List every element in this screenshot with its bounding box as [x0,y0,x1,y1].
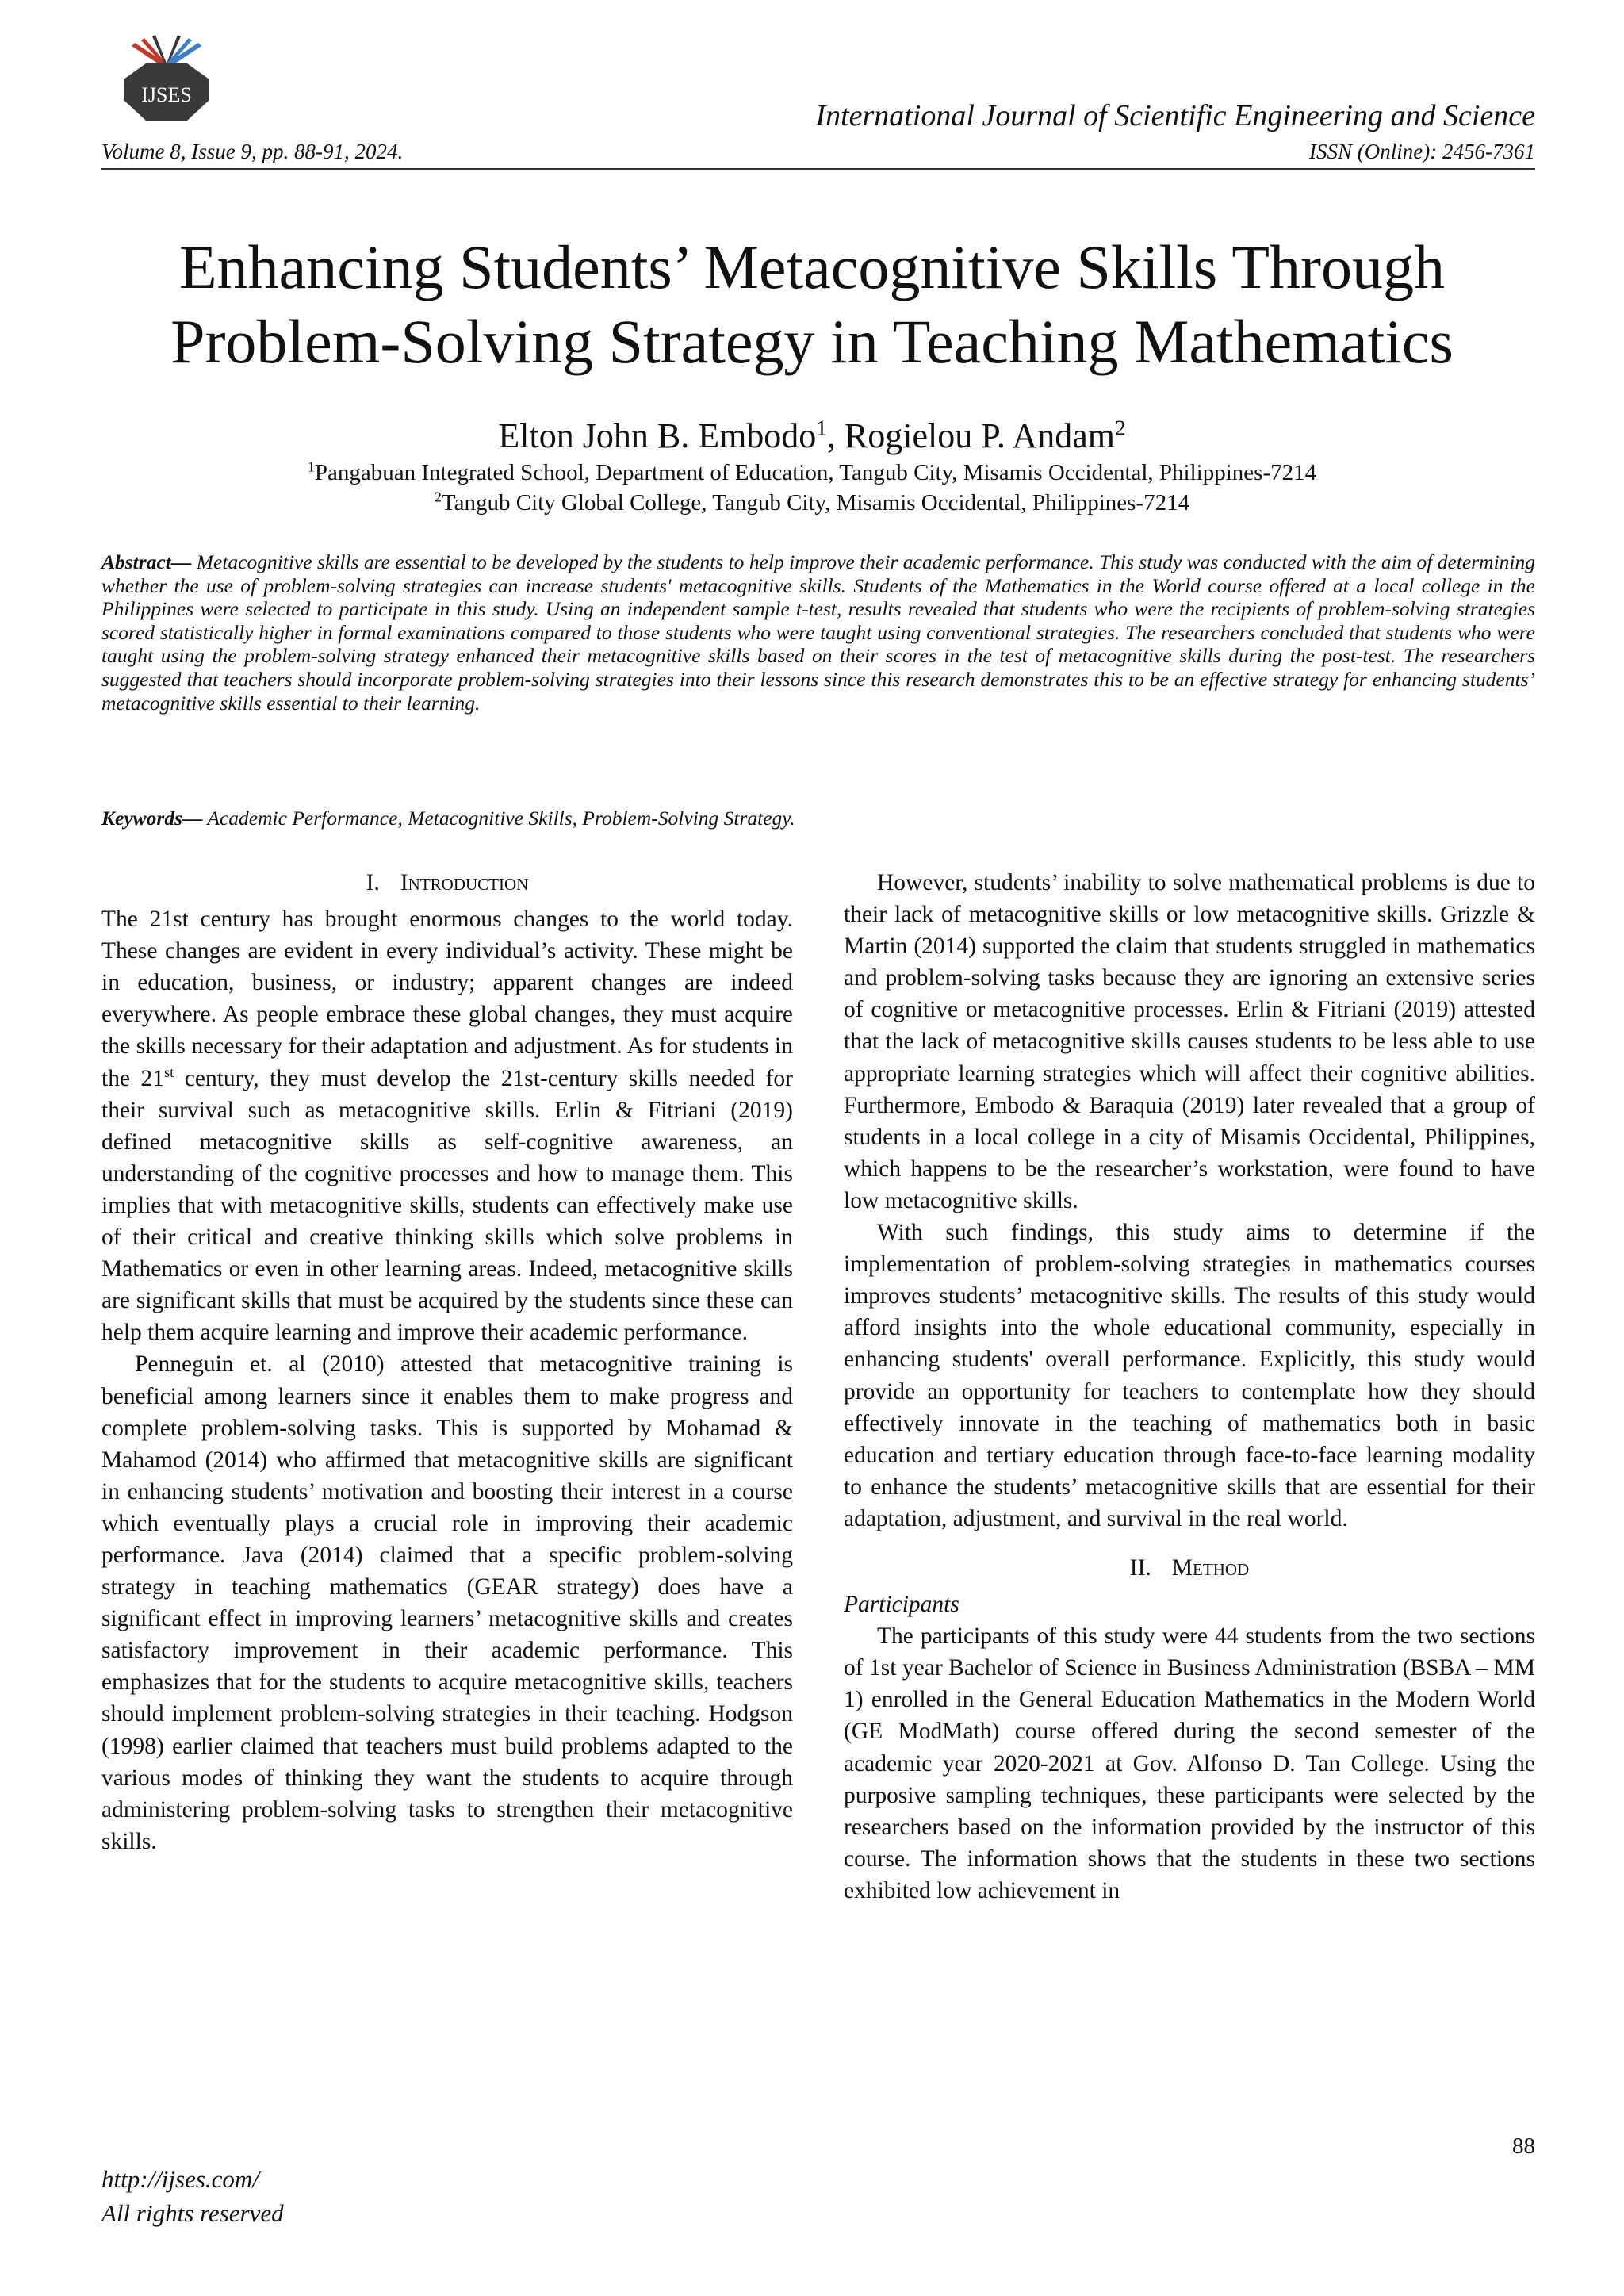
author-2-sup: 2 [1114,416,1126,440]
section-gap [844,1535,1535,1552]
authors [0,416,1624,456]
affiliation-1 [0,460,1624,486]
title-line-2: Problem-Solving Strategy in Teaching Mathematics [170,307,1454,376]
subheading-participants: Participants [844,1592,959,1618]
author-separator: , [826,416,845,455]
section-number: II. [1129,1554,1151,1581]
issn-label: ISSN (Online) [1309,140,1431,163]
volume-info: Volume 8, Issue 9, pp. 88-91, 2024. [102,140,404,163]
section-title: Method [1171,1554,1250,1581]
author-2: Rogielou P. Andam [844,416,1115,455]
intro-paragraph-1 [102,903,793,1348]
page-number: 88 [1512,2133,1535,2159]
keywords-label: Keywords— [102,807,203,830]
method-paragraph-1: The participants of this study were 44 students from the two sections of 1st year Bachelor of Science in Business Administration (BSBA – MM 1) enrolled in the General Education Mathematics in the Modern World (GE ModMath) course offered during the second semester of the academic year 2020-2021 at Gov. Alfonso D. Tan College. Using the purposive sampling techniques, these participants were selected by the researchers based on the information provided by the instructor of this course. The information shows that the students in these two sections exhibited low achievement in [844,1623,1535,1903]
section-heading-method [844,1552,1535,1584]
abstract-label: Abstract— [102,550,192,573]
affiliation-1-text: Pangabuan Integrated School, Department of Education, Tangub City, Misamis Occidental, Philippines-7214 [314,460,1317,485]
header-rule [102,168,1535,170]
author-1: Elton John B. Embodo [498,416,817,455]
keywords-text: Academic Performance, Metacognitive Skills, Problem-Solving Strategy. [202,807,795,830]
title-line-1: Enhancing Students’ Metacognitive Skills Through [179,232,1445,301]
affiliation-2-sup: 2 [434,489,442,505]
logo-text: IJSES [141,83,192,106]
intro-p1-text-b: century, they must develop the 21st-century skills needed for their survival such as metacognitive skills. Erlin & Fitriani (2019) defined metacognitive skills as self-cognitive awareness, an understanding of the cognitive processes and how to manage them. This implies that with metacognitive skills, students can effectively make use of their critical and creative thinking skills which solve problems in Mathematics or even in other learning areas. Indeed, metacognitive skills are significant skills that must be acquired by the students since these can help them acquire learning and improve their academic performance. [102,1065,793,1346]
intro-paragraph-4: With such findings, this study aims to determine if the implementation of problem-solving strategies in mathematics courses improves students’ metacognitive skills. The results of this study would afford insights into the whole educational community, especially in enhancing students' overall performance. Explicitly, this study would provide an opportunity for teachers to contemplate how they should effectively innovate in the teaching of mathematics both in basic education and tertiary education through face-to-face learning modality to enhance the students’ metacognitive skills that are essential for their adaptation, adjustment, and survival in the real world. [844,1220,1535,1531]
affiliation-2 [0,490,1624,516]
book-logo-icon [103,32,230,131]
section-number: I. [366,870,380,895]
paper-title [79,230,1545,379]
left-column [102,867,793,1857]
footer-rights: All rights reserved [102,2199,284,2227]
journal-logo [103,32,230,131]
journal-name: International Journal of Scientific Engineering and Science [815,99,1535,132]
affiliation-2-text: Tangub City Global College, Tangub City, Misamis Occidental, Philippines-7214 [441,490,1190,516]
intro-p1-text-a: The 21st century has brought enormous changes to the world today. These changes are evident in every individual’s activity. These might be in education, business, or industry; apparent changes are indeed everywhere. As people embrace these global changes, they must acquire the skills necessary for their adaptation and adjustment. As for students in the 21 [102,907,793,1091]
section-title: Introduction [400,870,529,895]
intro-paragraph-2: Penneguin et. al (2010) attested that metacognitive training is beneficial among learners since it enables them to make progress and complete problem-solving tasks. This is supported by Mohamad & Mahamod (2014) who affirmed that metacognitive skills are significant in enhancing students’ motivation and boosting their interest in a course which eventually plays a crucial role in improving their academic performance. Java (2014) claimed that a specific problem-solving strategy in teaching mathematics (GEAR strategy) does have a significant effect in improving learners’ metacognitive skills and creates satisfactory improvement in their academic performance. This emphasizes that for the students to acquire metacognitive skills, teachers should implement problem-solving strategies in their teaching. Hodgson (1998) earlier claimed that teachers must build problems adapted to the various modes of thinking they want the students to acquire through administering problem-solving tasks to strengthen their metacognitive skills. [102,1351,793,1854]
abstract-text: Metacognitive skills are essential to be developed by the students to help improve their academic performance. This study was conducted with the aim of determining whether the use of problem-solving strategies can increase students' metacognitive skills. Students of the Mathematics in the World course offered at a local college in the Philippines were selected to participate in this study. Using an independent sample t-test, results revealed that students who were the recipients of problem-solving strategies scored statistically higher in formal examinations compared to those students who were taught using conventional strategies. The researchers concluded that students who were taught using the problem-solving strategy enhanced their metacognitive skills based on their scores in the test of metacognitive skills during the post-test. The researchers suggested that teachers should incorporate problem-solving strategies into their lessons since this research demonstrates this to be an effective strategy for enhancing students’ metacognitive skills essential to their learning. [102,550,1535,715]
issn [1309,140,1535,164]
affiliation-1-sup: 1 [307,458,315,475]
intro-p1-sup: st [164,1064,174,1080]
keywords [102,807,1535,830]
abstract [102,550,1535,715]
footer-url-link[interactable]: http://ijses.com/ [102,2165,259,2193]
author-1-sup: 1 [816,416,827,440]
section-heading-introduction [102,867,793,899]
intro-paragraph-3: However, students’ inability to solve mathematical problems is due to their lack of metacognitive skills or low metacognitive skills. Grizzle & Martin (2014) supported the claim that students struggled in mathematics and problem-solving tasks because they are ignoring an extensive series of cognitive or metacognitive processes. Erlin & Fitriani (2019) attested that the lack of metacognitive skills causes students to be less able to use appropriate learning strategies which will affect their cognitive abilities. Furthermore, Embodo & Baraquia (2019) later revealed that a group of students in a local college in a city of Misamis Occidental, Philippines, which happens to be the researcher’s workstation, were found to have low metacognitive skills. [844,870,1535,1213]
issn-value: : 2456-7361 [1430,140,1535,163]
right-column [844,867,1535,1907]
